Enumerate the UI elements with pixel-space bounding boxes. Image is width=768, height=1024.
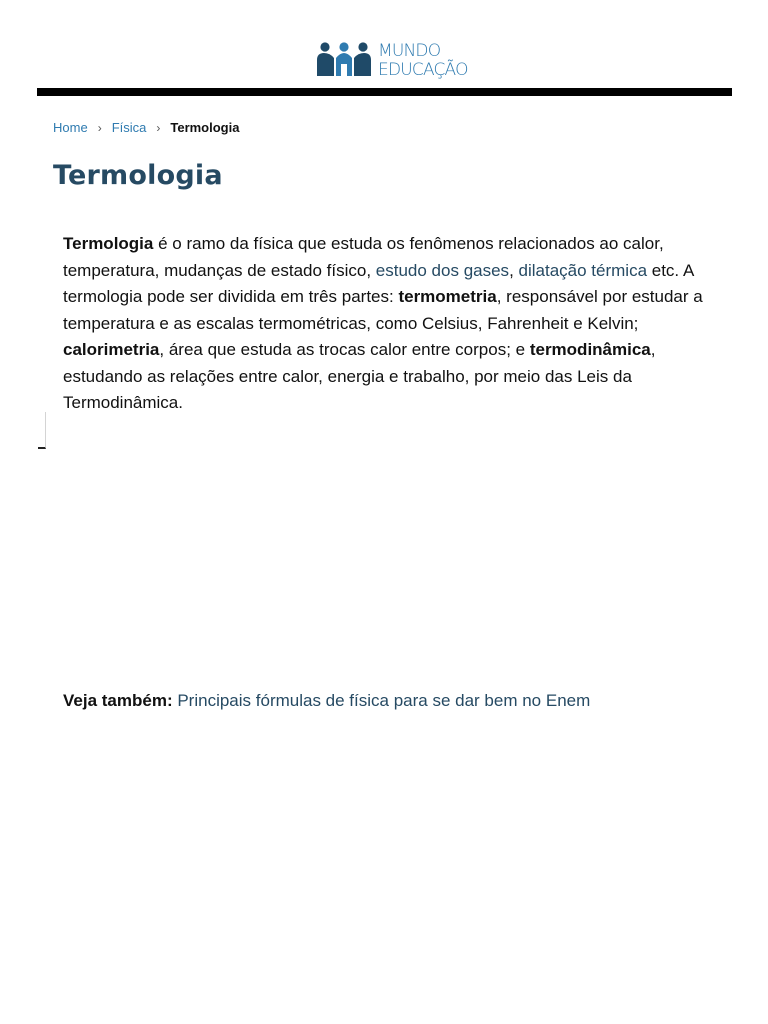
breadcrumb-separator: › <box>156 121 161 135</box>
logo-line-1: MUNDO <box>378 41 441 61</box>
term-termometria: termometria <box>398 287 497 306</box>
breadcrumb-home[interactable]: Home <box>53 120 88 135</box>
breadcrumb-current: Termologia <box>170 120 240 135</box>
left-edge-marker <box>38 412 46 449</box>
people-group-icon <box>316 42 374 78</box>
term-calorimetria: calorimetria <box>63 340 160 359</box>
breadcrumb <box>53 119 239 137</box>
breadcrumb-separator: › <box>97 121 102 135</box>
link-dilatacao-termica[interactable]: dilatação térmica <box>518 260 648 280</box>
site-logo[interactable] <box>316 40 468 86</box>
article-text: , <box>509 260 519 280</box>
see-also <box>63 688 713 714</box>
link-estudo-dos-gases[interactable]: estudo dos gases <box>375 260 510 280</box>
site-header <box>0 0 768 88</box>
article-text: é o ramo da física que estuda os fenômenos relacionados ao calor, temperatura, mudanças de estado físico, <box>63 234 664 280</box>
see-also-link[interactable]: Principais fórmulas de física para se dar bem no Enem <box>177 691 591 710</box>
logo-line-2: EDUCAÇÃO <box>378 60 468 80</box>
header-divider <box>37 88 732 96</box>
article-text: , área que estuda as trocas calor entre corpos; e <box>159 340 530 359</box>
article-paragraph <box>63 231 713 417</box>
breadcrumb-fisica[interactable]: Física <box>111 120 147 135</box>
article-text: etc. A termologia pode ser dividida em três partes: <box>63 260 694 306</box>
see-also-label: Veja também: <box>63 691 173 710</box>
term-termologia: Termologia <box>63 234 154 253</box>
term-termodinamica: termodinâmica <box>529 340 651 359</box>
page-title: Termologia <box>53 160 223 191</box>
article-text: , estudando as relações entre calor, energia e trabalho, por meio das Leis da Termodinâmica. <box>63 340 656 412</box>
article-text: , responsável por estudar a temperatura e as escalas termométricas, como Celsius, Fahrenheit e Kelvin; <box>63 287 703 333</box>
logo-wordmark <box>378 42 468 80</box>
